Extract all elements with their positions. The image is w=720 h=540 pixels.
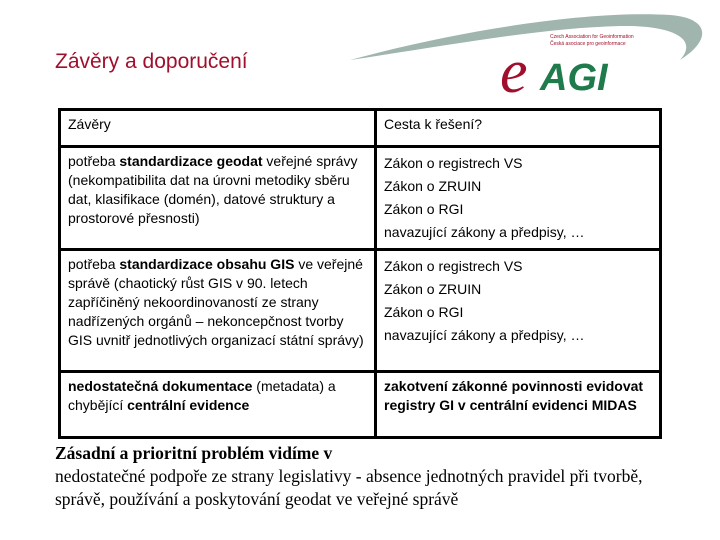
table-header-row bbox=[60, 110, 661, 147]
solution-line: Zákon o registrech VS bbox=[384, 155, 523, 171]
header-conclusions: Závěry bbox=[60, 110, 376, 147]
svg-text:Czech Association for Geoinfor: Czech Association for Geoinformation bbox=[550, 34, 634, 40]
header-solution: Cesta k řešení? bbox=[376, 110, 661, 147]
conclusion-cell: nedostatečná dokumentace (metadata) a chybějící centrální evidence bbox=[60, 372, 376, 438]
solution-line: Zákon o ZRUIN bbox=[384, 178, 482, 194]
table-row bbox=[60, 147, 661, 250]
table-row bbox=[60, 372, 661, 438]
cagi-logo bbox=[340, 0, 720, 110]
solution-cell: zakotvení zákonné povinnosti evidovat registry GI v centrální evidenci MIDAS bbox=[376, 372, 661, 438]
solution-line: Zákon o ZRUIN bbox=[384, 281, 482, 297]
solution-cell bbox=[376, 147, 661, 250]
conclusions-table bbox=[58, 108, 662, 439]
svg-text:Česká asociace pro geoinformac: Česká asociace pro geoinformace bbox=[550, 41, 626, 47]
solution-line: navazující zákony a předpisy, … bbox=[384, 327, 585, 343]
conclusion-cell: potřeba standardizace obsahu GIS ve veřejné správě (chaotický růst GIS v 90. letech zapříčiněný nekoordinovaností ze strany nadřízených orgánů – nekoncepčnost tvorby GIS uvnitř jednotlivých organizací státní správy) bbox=[60, 250, 376, 372]
solution-cell bbox=[376, 250, 661, 372]
summary-text: Zásadní a prioritní problém vidíme v nedostatečné podpoře ze strany legislativy - absence jednotných pravidel při tvorbě, správě, používání a poskytování geodat ve veřejné správě bbox=[55, 443, 643, 509]
svg-text:AGI: AGI bbox=[540, 57, 608, 99]
slide-title: Závěry a doporučení bbox=[55, 50, 248, 73]
table-row bbox=[60, 250, 661, 372]
solution-line: Zákon o RGI bbox=[384, 304, 464, 320]
solution-line: Zákon o registrech VS bbox=[384, 258, 523, 274]
solution-line: navazující zákony a předpisy, … bbox=[384, 224, 585, 240]
svg-text:e: e bbox=[500, 38, 528, 106]
conclusion-cell: potřeba standardizace geodat veřejné správy (nekompatibilita dat na úrovni metodiky sběru dat, klasifikace (domén), datové struktury a prostorové přesnosti) bbox=[60, 147, 376, 250]
solution-line: Zákon o RGI bbox=[384, 201, 464, 217]
